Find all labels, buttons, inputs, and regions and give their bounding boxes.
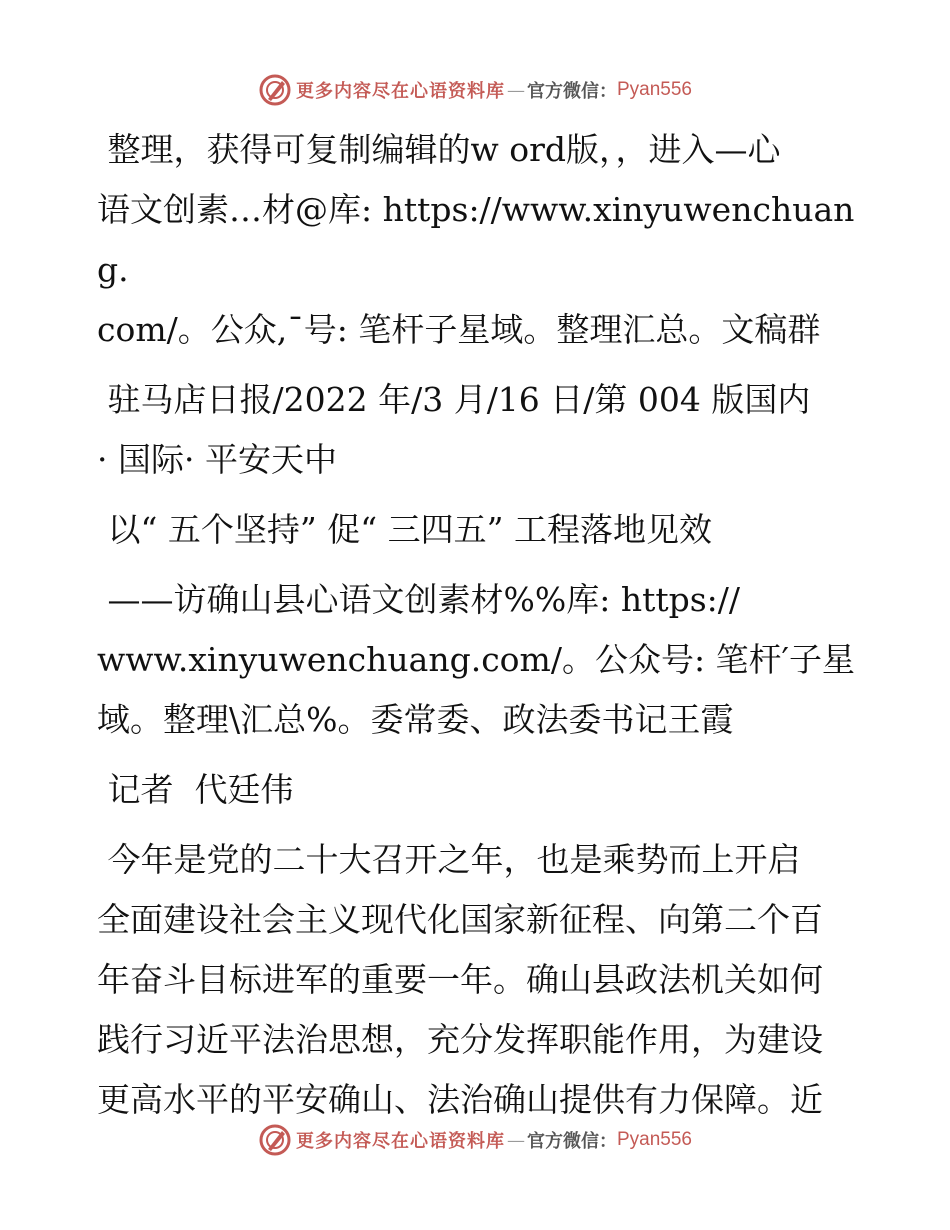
footer-banner: [0, 1120, 950, 1160]
banner-dash: —: [506, 79, 525, 101]
body-line: 更高水平的平安确山、法治确山提供有力保障。近: [97, 1080, 823, 1119]
source-block: [97, 370, 857, 490]
pen-logo-icon: [258, 1123, 292, 1157]
intro-line: 整理，获得可复制编辑的w ord版，，进入—心: [97, 130, 781, 169]
body-line: 今年是党的二十大召开之年，也是乘势而上开启: [97, 840, 801, 879]
document-body: [97, 120, 857, 1130]
banner-main-text: 更多内容尽在心语资料库: [295, 1131, 505, 1152]
banner-main-text: 更多内容尽在心语资料库: [295, 81, 505, 102]
subtitle-line: 域。整理\汇总%。委常委、政法委书记王霞: [97, 700, 734, 739]
intro-line: com/。公众,¯号: 笔杆子星域。整理汇总。文稿群: [97, 310, 821, 349]
intro-line: 语文创素…材@库: https://www.xinyuwenchuang.: [97, 190, 855, 289]
banner-label: 官方微信：: [526, 1131, 617, 1152]
body-line: 践行习近平法治思想，充分发挥职能作用，为建设: [97, 1020, 823, 1059]
reporter-line: 记者 代廷伟: [97, 770, 294, 809]
header-banner: [0, 70, 950, 110]
source-line: · 国际· 平安天中: [97, 440, 337, 479]
headline: 以“ 五个坚持” 促“ 三四五” 工程落地见效: [97, 510, 712, 549]
intro-block: [97, 120, 857, 360]
subtitle-line: ——访确山县心语文创素材%%库: https://: [97, 580, 741, 619]
headline-block: [97, 500, 857, 560]
banner-wechat-id: Pyan556: [616, 1129, 692, 1150]
reporter-block: [97, 760, 857, 820]
banner-wechat-id: Pyan556: [616, 79, 692, 100]
source-line: 驻马店日报/2022 年/3 月/16 日/第 004 版国内: [97, 380, 811, 419]
body-line: 年奋斗目标进军的重要一年。确山县政法机关如何: [97, 960, 823, 999]
body-block: [97, 830, 857, 1130]
banner-label: 官方微信：: [526, 81, 617, 102]
banner-dash: —: [506, 1129, 525, 1151]
pen-logo-icon: [258, 73, 292, 107]
subtitle-line: www.xinyuwenchuang.com/。公众号: 笔杆′子星: [97, 640, 856, 679]
body-line: 全面建设社会主义现代化国家新征程、向第二个百: [97, 900, 823, 939]
subtitle-block: [97, 570, 857, 750]
